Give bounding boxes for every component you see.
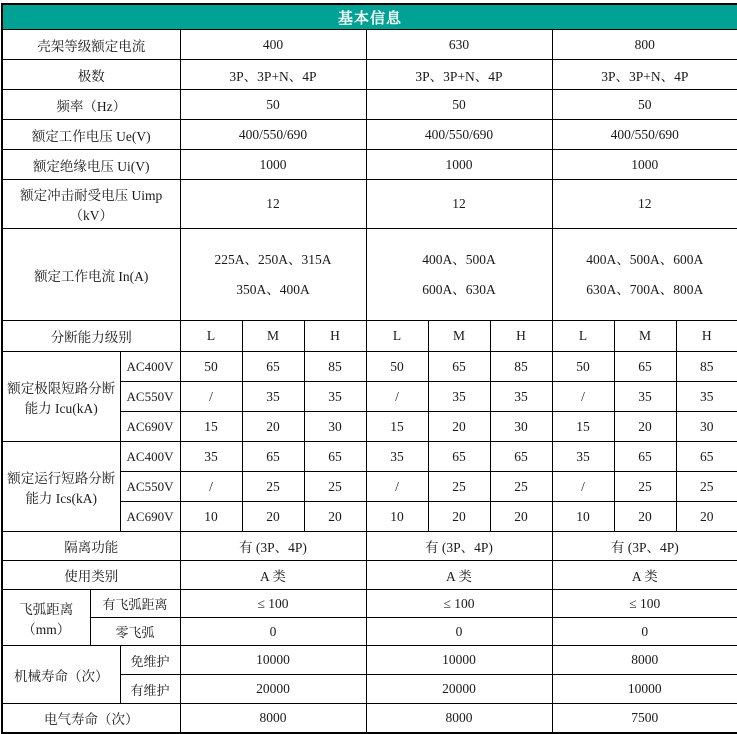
row-in-current bbox=[2, 229, 737, 321]
label-utilization: 使用类别 bbox=[2, 561, 180, 590]
cell-value: 400/550/690 bbox=[366, 120, 552, 150]
cell-value: 10 bbox=[180, 502, 242, 532]
cell-value: 35 bbox=[180, 442, 242, 472]
row-mech-free bbox=[2, 646, 737, 675]
cell-value: 65 bbox=[614, 442, 676, 472]
cell-value: 10000 bbox=[180, 646, 366, 675]
cell-value: 35 bbox=[242, 382, 304, 412]
cell-value: 35 bbox=[676, 382, 737, 412]
cell-value: 25 bbox=[614, 472, 676, 502]
row-frame-current bbox=[2, 30, 737, 60]
cell-value: 85 bbox=[490, 352, 552, 382]
label-uimp: 额定冲击耐受电压 Uimp（kV） bbox=[2, 180, 180, 229]
label-arc-group: 飞弧距离（mm） bbox=[2, 590, 90, 646]
cell-value: 400/550/690 bbox=[552, 120, 737, 150]
row-ue bbox=[2, 120, 737, 150]
row-ics-ac400v bbox=[2, 442, 737, 472]
cell-value: 20 bbox=[428, 502, 490, 532]
title-row bbox=[2, 4, 737, 30]
label-icu-ac550v: AC550V bbox=[120, 382, 180, 412]
label-icu-ac400v: AC400V bbox=[120, 352, 180, 382]
cell-value: 1000 bbox=[366, 150, 552, 180]
label-mech-group: 机械寿命（次） bbox=[2, 646, 120, 704]
cell-value: 1000 bbox=[180, 150, 366, 180]
cell-value: 12 bbox=[180, 180, 366, 229]
cell-value: 8000 bbox=[366, 704, 552, 734]
cell-value: 3P、3P+N、4P bbox=[552, 60, 737, 90]
cell-value: 20 bbox=[428, 412, 490, 442]
row-uimp bbox=[2, 180, 737, 229]
cell-value: A 类 bbox=[180, 561, 366, 590]
label-poles: 极数 bbox=[2, 60, 180, 90]
cell-value: 50 bbox=[552, 352, 614, 382]
cell-value: 50 bbox=[180, 90, 366, 120]
row-poles bbox=[2, 60, 737, 90]
label-in-current: 额定工作电流 In(A) bbox=[2, 229, 180, 321]
cell-value: / bbox=[366, 472, 428, 502]
cell-value: 8000 bbox=[180, 704, 366, 734]
cell-value: 12 bbox=[552, 180, 737, 229]
cell-value: 20 bbox=[614, 412, 676, 442]
cell-value bbox=[366, 229, 552, 321]
basic-info-table bbox=[1, 3, 737, 734]
cell-value: ≤ 100 bbox=[552, 590, 737, 618]
cell-value: 10 bbox=[366, 502, 428, 532]
cell-value: 30 bbox=[304, 412, 366, 442]
label-isolation: 隔离功能 bbox=[2, 532, 180, 561]
cell-value: 630 bbox=[366, 30, 552, 60]
cell-value bbox=[552, 229, 737, 321]
cell-value: 15 bbox=[552, 412, 614, 442]
cell-line: 400A、500A、600A bbox=[586, 251, 704, 267]
cell-value: 50 bbox=[366, 90, 552, 120]
label-ui: 额定绝缘电压 Ui(V) bbox=[2, 150, 180, 180]
cell-value: / bbox=[552, 472, 614, 502]
cell-value: H bbox=[304, 321, 366, 352]
cell-value: 35 bbox=[304, 382, 366, 412]
row-isolation bbox=[2, 532, 737, 561]
label-arc-with: 有飞弧距离 bbox=[90, 590, 180, 618]
cell-value: 65 bbox=[242, 352, 304, 382]
cell-line: 350A、400A bbox=[236, 281, 310, 297]
cell-value: 400 bbox=[180, 30, 366, 60]
cell-value: / bbox=[180, 472, 242, 502]
cell-value: H bbox=[676, 321, 737, 352]
label-icu-ac690v: AC690V bbox=[120, 412, 180, 442]
cell-value: 10000 bbox=[552, 675, 737, 704]
cell-value: A 类 bbox=[366, 561, 552, 590]
cell-value: / bbox=[180, 382, 242, 412]
label-mech-maint: 有维护 bbox=[120, 675, 180, 704]
label-breaking-grade: 分断能力级别 bbox=[2, 321, 180, 352]
cell-value: L bbox=[366, 321, 428, 352]
row-ui bbox=[2, 150, 737, 180]
cell-value bbox=[180, 229, 366, 321]
label-arc-zero: 零飞弧 bbox=[90, 618, 180, 646]
label-ics-group: 额定运行短路分断能力 Ics(kA) bbox=[2, 442, 120, 532]
cell-value: 10 bbox=[552, 502, 614, 532]
row-arc-with bbox=[2, 590, 737, 618]
cell-value: ≤ 100 bbox=[180, 590, 366, 618]
cell-value: 65 bbox=[614, 352, 676, 382]
cell-value: / bbox=[366, 382, 428, 412]
cell-value: 有 (3P、4P) bbox=[366, 532, 552, 561]
cell-value: 25 bbox=[304, 472, 366, 502]
cell-value: 20 bbox=[242, 502, 304, 532]
cell-value: 20000 bbox=[180, 675, 366, 704]
cell-value: 25 bbox=[676, 472, 737, 502]
table-title: 基本信息 bbox=[2, 4, 737, 30]
cell-value: 25 bbox=[242, 472, 304, 502]
cell-value: 35 bbox=[366, 442, 428, 472]
cell-value: 30 bbox=[676, 412, 737, 442]
label-ics-ac550v: AC550V bbox=[120, 472, 180, 502]
cell-value: A 类 bbox=[552, 561, 737, 590]
cell-value: 20 bbox=[304, 502, 366, 532]
label-frame-current: 壳架等级额定电流 bbox=[2, 30, 180, 60]
cell-value: 20 bbox=[490, 502, 552, 532]
cell-value: 12 bbox=[366, 180, 552, 229]
row-arc-zero bbox=[2, 618, 737, 646]
cell-value: 50 bbox=[180, 352, 242, 382]
cell-value: 65 bbox=[676, 442, 737, 472]
cell-value: 65 bbox=[428, 352, 490, 382]
cell-value: 25 bbox=[490, 472, 552, 502]
cell-value: M bbox=[242, 321, 304, 352]
cell-value: 0 bbox=[180, 618, 366, 646]
cell-value: 65 bbox=[428, 442, 490, 472]
cell-value: M bbox=[428, 321, 490, 352]
cell-value: 20 bbox=[614, 502, 676, 532]
cell-line: 400A、500A bbox=[422, 251, 496, 267]
label-ue: 额定工作电压 Ue(V) bbox=[2, 120, 180, 150]
cell-value: 30 bbox=[490, 412, 552, 442]
cell-value: 有 (3P、4P) bbox=[180, 532, 366, 561]
cell-value: 25 bbox=[428, 472, 490, 502]
cell-value: 20 bbox=[242, 412, 304, 442]
cell-value: 50 bbox=[366, 352, 428, 382]
cell-value: 0 bbox=[366, 618, 552, 646]
cell-value: 7500 bbox=[552, 704, 737, 734]
cell-value: 8000 bbox=[552, 646, 737, 675]
cell-value: M bbox=[614, 321, 676, 352]
cell-value: / bbox=[552, 382, 614, 412]
cell-value: 有 (3P、4P) bbox=[552, 532, 737, 561]
cell-value: 35 bbox=[614, 382, 676, 412]
cell-value: 65 bbox=[242, 442, 304, 472]
cell-line: 225A、250A、315A bbox=[214, 251, 332, 267]
cell-value: 65 bbox=[490, 442, 552, 472]
cell-value: 3P、3P+N、4P bbox=[180, 60, 366, 90]
cell-value: 85 bbox=[304, 352, 366, 382]
cell-value: 20 bbox=[676, 502, 737, 532]
row-breaking-grade bbox=[2, 321, 737, 352]
label-elec-life: 电气寿命（次） bbox=[2, 704, 180, 734]
cell-line: 600A、630A bbox=[422, 281, 496, 297]
cell-value: 85 bbox=[676, 352, 737, 382]
label-frequency: 频率（Hz） bbox=[2, 90, 180, 120]
cell-value: 15 bbox=[180, 412, 242, 442]
label-icu-group: 额定极限短路分断能力 Icu(kA) bbox=[2, 352, 120, 442]
cell-value: 35 bbox=[490, 382, 552, 412]
row-elec-life bbox=[2, 704, 737, 734]
cell-value: H bbox=[490, 321, 552, 352]
cell-value: 20000 bbox=[366, 675, 552, 704]
cell-value: 35 bbox=[552, 442, 614, 472]
label-mech-free: 免维护 bbox=[120, 646, 180, 675]
cell-value: 35 bbox=[428, 382, 490, 412]
cell-value: 65 bbox=[304, 442, 366, 472]
label-ics-ac400v: AC400V bbox=[120, 442, 180, 472]
cell-value: 3P、3P+N、4P bbox=[366, 60, 552, 90]
cell-value: 800 bbox=[552, 30, 737, 60]
label-ics-ac690v: AC690V bbox=[120, 502, 180, 532]
row-frequency bbox=[2, 90, 737, 120]
cell-value: 50 bbox=[552, 90, 737, 120]
cell-value: ≤ 100 bbox=[366, 590, 552, 618]
cell-line: 630A、700A、800A bbox=[586, 281, 704, 297]
cell-value: 0 bbox=[552, 618, 737, 646]
cell-value: L bbox=[180, 321, 242, 352]
cell-value: 400/550/690 bbox=[180, 120, 366, 150]
row-utilization bbox=[2, 561, 737, 590]
cell-value: 1000 bbox=[552, 150, 737, 180]
row-icu-ac400v bbox=[2, 352, 737, 382]
cell-value: L bbox=[552, 321, 614, 352]
cell-value: 10000 bbox=[366, 646, 552, 675]
cell-value: 15 bbox=[366, 412, 428, 442]
